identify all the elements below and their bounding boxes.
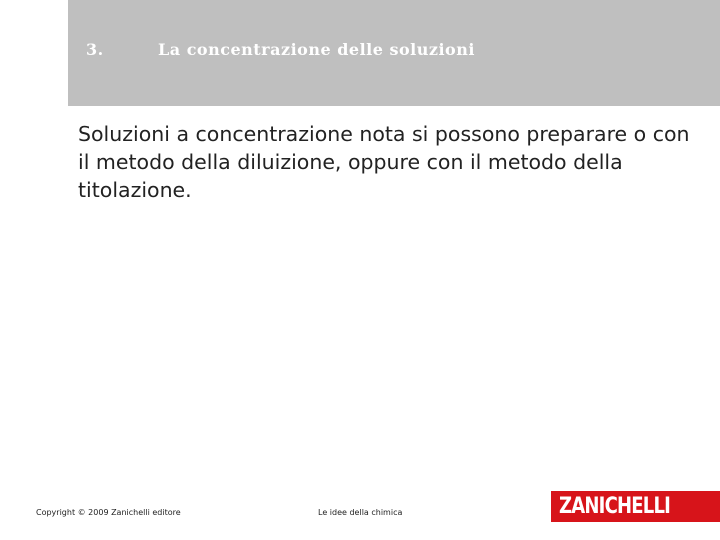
section-title: La concentrazione delle soluzioni — [158, 40, 475, 59]
footer-book-title: Le idee della chimica — [318, 508, 403, 517]
logo-wordmark: ZANICHELLI — [559, 494, 671, 519]
zanichelli-logo — [551, 491, 720, 522]
section-number: 3. — [86, 40, 104, 59]
body-paragraph: Soluzioni a concentrazione nota si possono preparare o con il metodo della diluizione, oppure con il metodo della titolazione. — [78, 122, 690, 202]
footer-copyright: Copyright © 2009 Zanichelli editore — [36, 508, 181, 517]
